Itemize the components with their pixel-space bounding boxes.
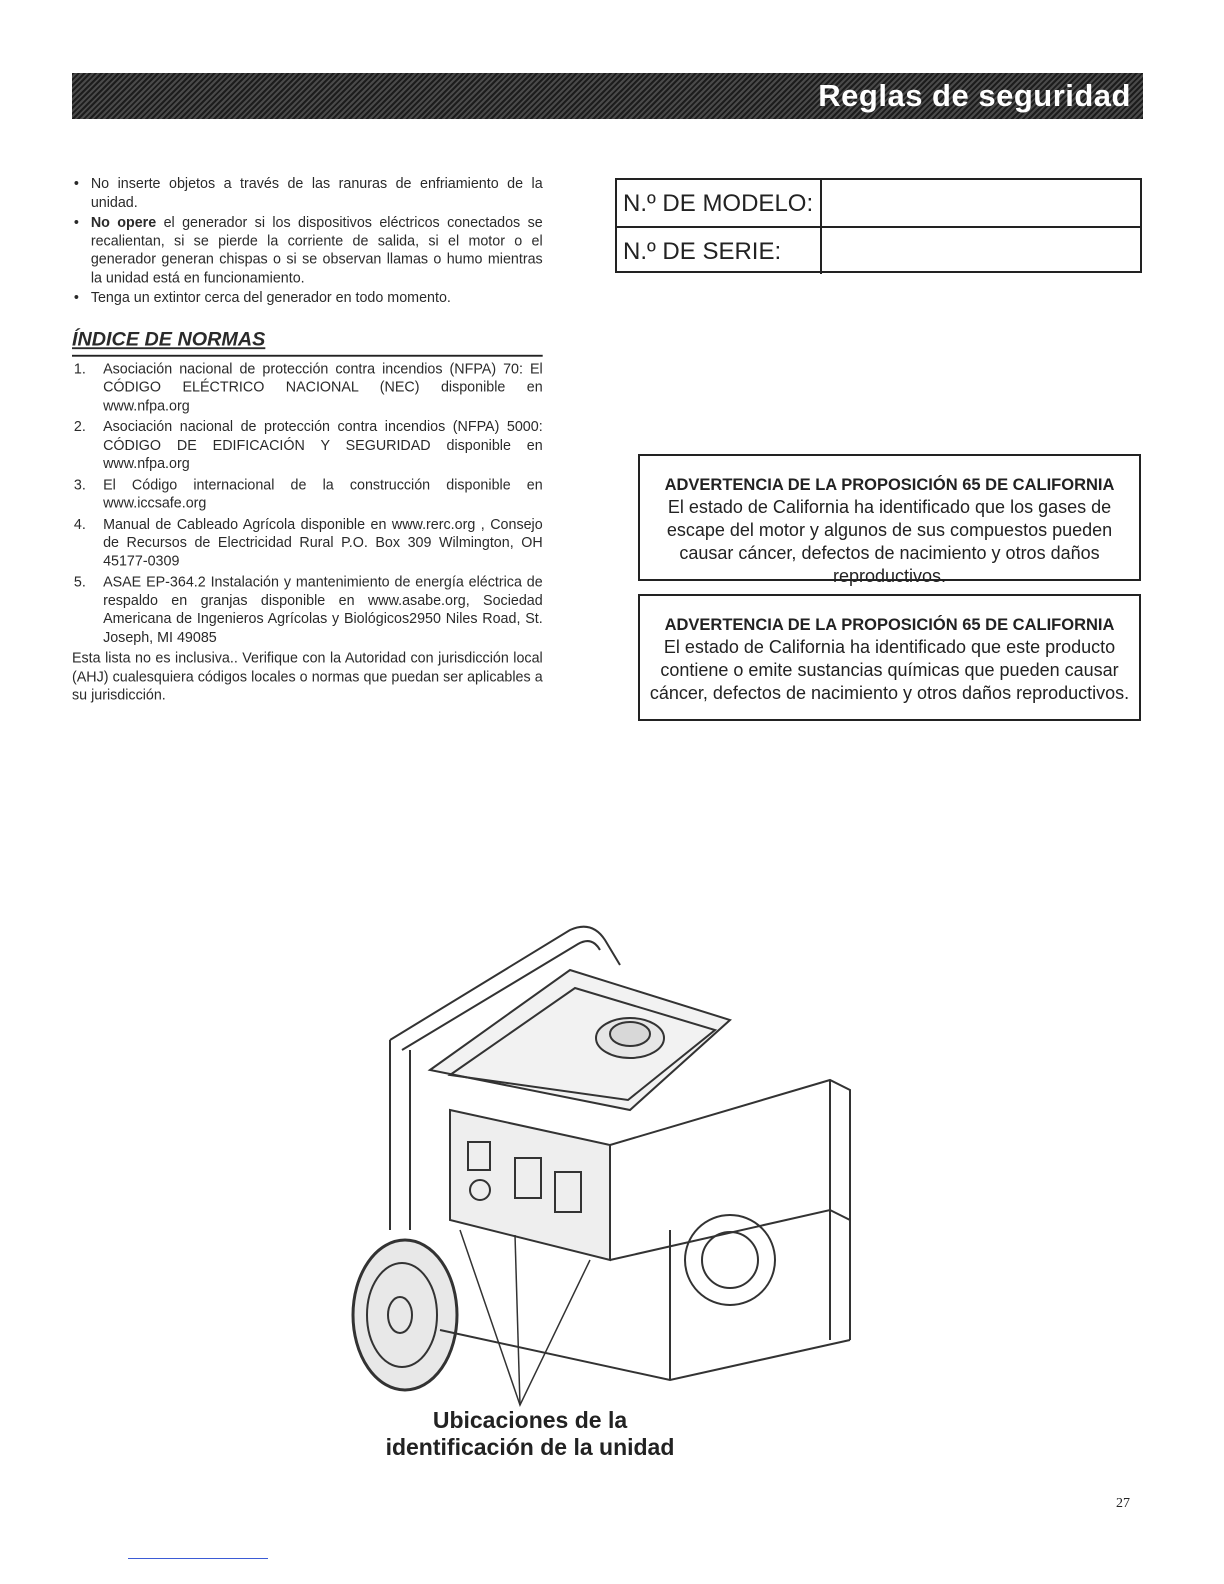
frame-right <box>610 1080 850 1340</box>
norm-text: Asociación nacional de protección contra incendios (NFPA) 5000: CÓDIGO DE EDIFICACIÓN Y SEGURIDAD disponible en www.nfpa.org <box>103 418 543 472</box>
bullet-item <box>72 289 543 307</box>
model-row <box>617 180 1140 226</box>
norm-item <box>72 418 543 473</box>
base-frame <box>440 1330 850 1380</box>
serial-label: N.º DE SERIE: <box>617 228 822 274</box>
caption-line: Ubicaciones de la <box>432 1407 628 1433</box>
page-number: 27 <box>1116 1496 1130 1511</box>
prop65-warning-box <box>638 594 1141 721</box>
identification-table <box>615 178 1142 273</box>
norms-title: ÍNDICE DE NORMAS <box>72 328 543 356</box>
prop65-warning-box <box>638 454 1141 586</box>
norm-number: 4. <box>73 516 86 533</box>
control-panel <box>450 1110 610 1260</box>
warning-title: ADVERTENCIA DE LA PROPOSICIÓN 65 DE CALIFORNIA <box>664 616 1115 634</box>
bullet-item <box>72 214 543 287</box>
norms-list <box>72 360 543 647</box>
norm-item <box>72 515 543 570</box>
caption-line: identificación de la unidad <box>385 1434 675 1460</box>
bullet-item <box>72 175 543 212</box>
model-field[interactable] <box>822 180 1140 226</box>
bullet-text: No inserte objetos a través de las ranuras de enfriamiento de la unidad. <box>90 175 543 211</box>
norm-text: Manual de Cableado Agrícola disponible en www.rerc.org , Consejo de Recursos de Electricidad Rural P.O. Box 309 Wilmington, OH 45177-0309 <box>103 516 543 569</box>
left-column <box>72 175 543 705</box>
pointer-lines <box>460 1230 590 1405</box>
fuel-tank <box>430 970 730 1110</box>
serial-row <box>617 226 1140 274</box>
norm-item <box>72 360 543 415</box>
norm-item <box>72 573 543 646</box>
norm-text: ASAE EP-364.2 Instalación y mantenimiento de energía eléctrica de respaldo en granjas disponible en www.asabe.org, Sociedad Americana de Ingenieros Agrícolas y Biológicos2950 Niles Road, St. Joseph, MI 49085 <box>103 574 543 646</box>
safety-bullets <box>72 175 543 307</box>
engine-cover <box>685 1215 775 1305</box>
bullet-text: Tenga un extintor cerca del generador en todo momento. <box>90 289 451 306</box>
header-bar <box>72 73 1143 119</box>
warning-text: El estado de California ha identificado que los gases de escape del motor y algunos de sus compuestos pueden causar cáncer, defectos de nacimiento y otros daños reproductivos. <box>666 497 1113 586</box>
norm-item <box>72 476 543 513</box>
footer-rule <box>128 1558 268 1559</box>
bullet-text: el generador si los dispositivos eléctricos conectados se recalientan, si se pierde la corriente de salida, si el motor o el generador generan chispas o si se observan llamas o humo mientras la unidad está en funcionamiento. <box>90 214 543 286</box>
page-title: Reglas de seguridad <box>818 78 1131 113</box>
model-label: N.º DE MODELO: <box>617 180 822 226</box>
norm-number: 1. <box>73 360 86 377</box>
norm-number: 5. <box>73 574 86 591</box>
generator-illustration <box>330 910 890 1450</box>
serial-field[interactable] <box>822 228 1140 274</box>
norm-number: 3. <box>73 476 86 493</box>
figure-caption <box>380 1407 680 1461</box>
warning-text: El estado de California ha identificado que este producto contiene o emite sustancias químicas que pueden causar cáncer, defectos de nacimiento y otros daños reproductivos. <box>649 637 1130 703</box>
generator-drawing <box>330 910 890 1450</box>
bullet-bold: No opere <box>90 214 157 231</box>
norm-text: El Código internacional de la construcción disponible en www.iccsafe.org <box>103 476 543 512</box>
warning-title: ADVERTENCIA DE LA PROPOSICIÓN 65 DE CALIFORNIA <box>664 476 1115 494</box>
norms-note: Esta lista no es inclusiva.. Verifique con la Autoridad con jurisdicción local (AHJ) cualesquiera códigos locales o normas que puedan ser aplicables a su jurisdicción. <box>72 650 543 704</box>
norm-number: 2. <box>73 418 86 435</box>
norm-text: Asociación nacional de protección contra incendios (NFPA) 70: El CÓDIGO ELÉCTRICO NACIONAL (NEC) disponible en www.nfpa.org <box>103 360 543 414</box>
